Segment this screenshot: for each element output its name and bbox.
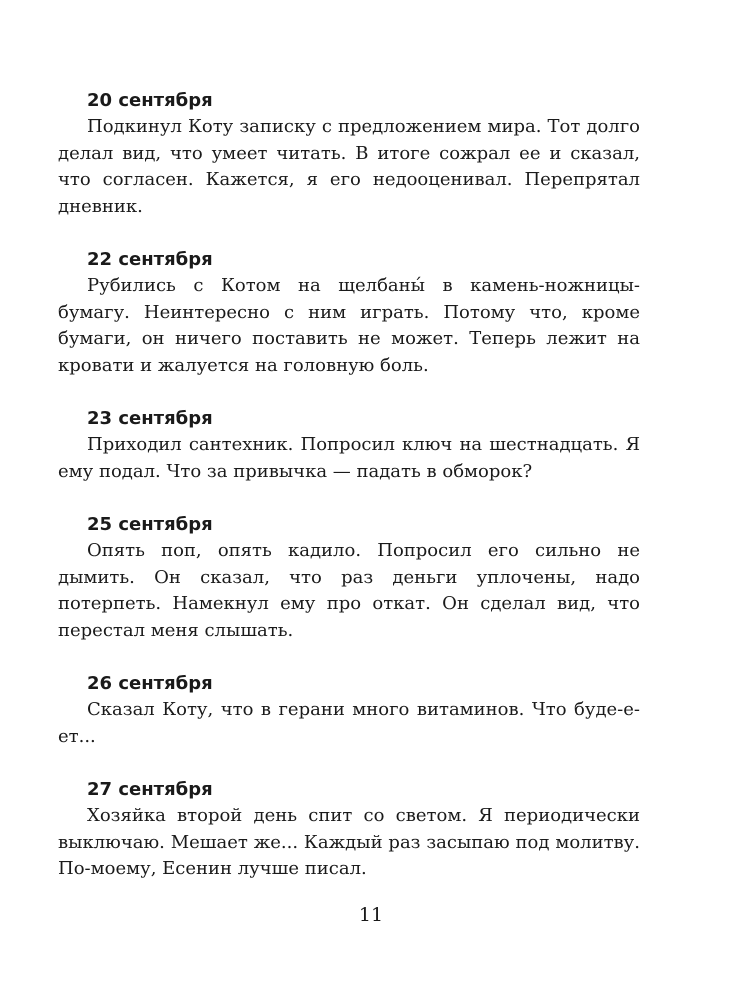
entry-text: Опять поп, опять кадило. Попросил его сильно не дымить. Он сказал, что раз деньги уплочены, надо потерпеть. Намекнул ему про откат. Он сделал вид, что перестал меня слышать. [58, 540, 640, 641]
entry-date: 23 сентября [87, 408, 213, 429]
diary-entry [58, 777, 640, 883]
entry-text: Хозяйка второй день спит со светом. Я периодически выключаю. Мешает же... Каждый раз засыпаю под молитву. По-моему, Есенин лучше писал. [58, 805, 640, 879]
diary-entry [58, 247, 640, 379]
entry-date: 27 сентября [87, 779, 213, 800]
entry-date: 26 сентября [87, 673, 213, 694]
entry-date: 25 сентября [87, 514, 213, 535]
diary-entry [58, 88, 640, 220]
entry-text: Подкинул Коту записку с предложением мира. Тот долго делал вид, что умеет читать. В итоге сожрал ее и сказал, что согласен. Кажется, я его недооценивал. Перепрятал дневник. [58, 116, 640, 217]
entry-text: Приходил сантехник. Попросил ключ на шестнадцать. Я ему подал. Что за привычка — падать в обморок? [58, 434, 640, 482]
diary-entry [58, 671, 640, 750]
entry-text: Рубились с Котом на щелбаны́ в камень-ножницы-бумагу. Неинтересно с ним играть. Потому что, кроме бумаги, он ничего поставить не может. Теперь лежит на кровати и жалуется на головную боль. [58, 275, 640, 376]
entry-text: Сказал Коту, что в герани много витаминов. Что буде-е-ет... [58, 699, 640, 747]
diary-entry [58, 512, 640, 644]
entry-date: 20 сентября [87, 90, 213, 111]
page-body [58, 88, 640, 910]
entry-date: 22 сентября [87, 249, 213, 270]
page-number: 11 [358, 904, 384, 926]
diary-entry [58, 406, 640, 485]
